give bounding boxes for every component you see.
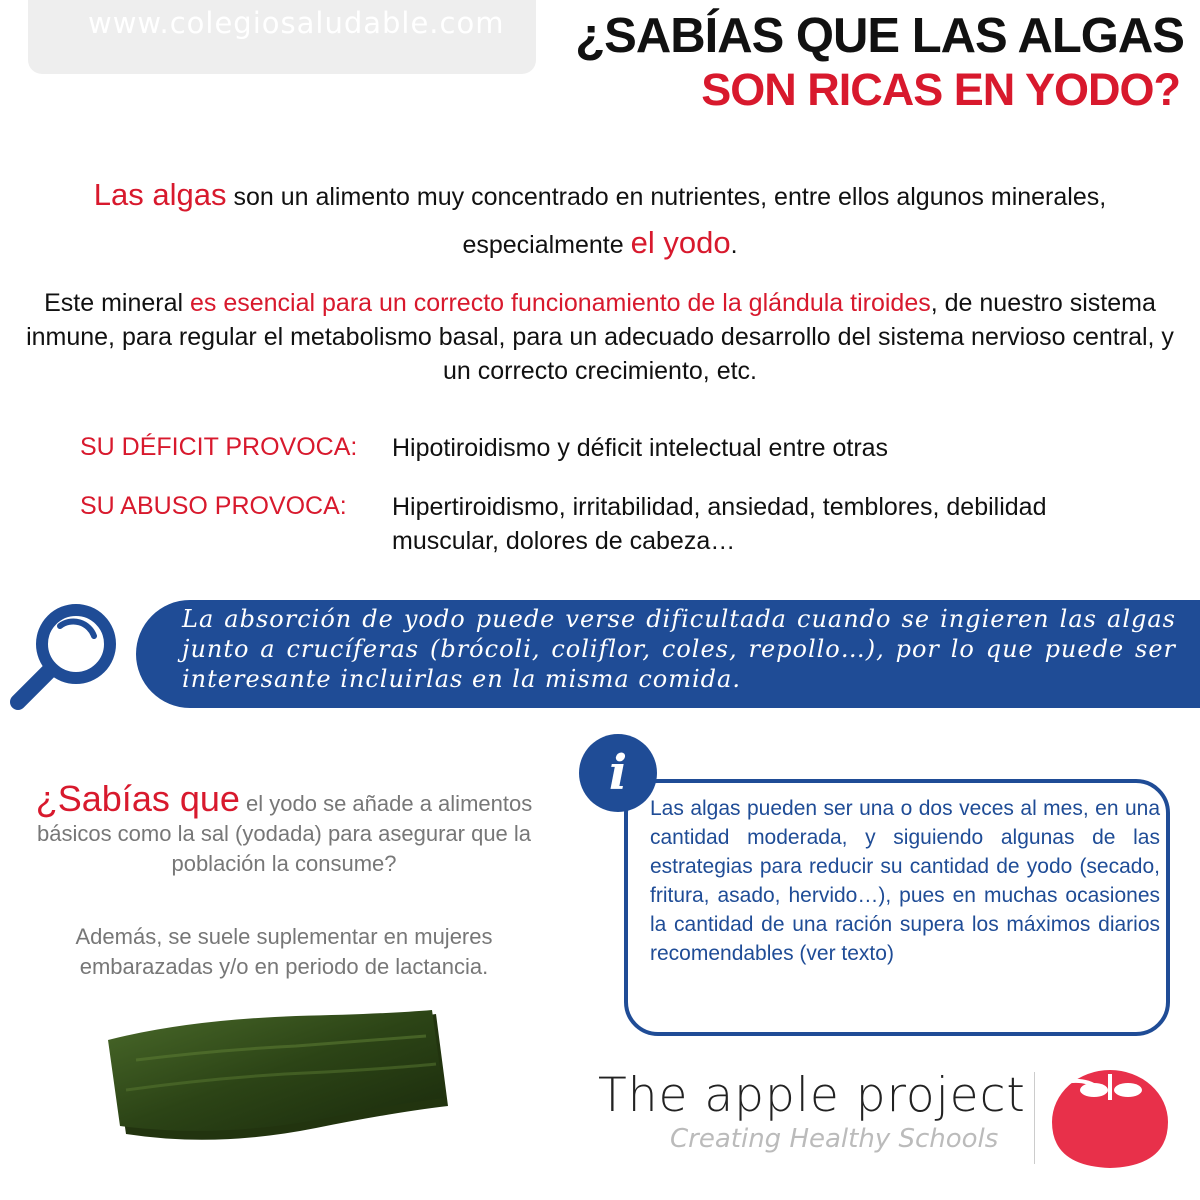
website-url[interactable]: www.colegiosaludable.com <box>88 6 505 40</box>
mineral-paragraph <box>10 286 1190 388</box>
mineral-text-end: , de nuestro sistema inmune, para regular el metabolismo basal, para un adecuado desarrollo del sistema nervioso central, y un correcto crecimiento, etc. <box>26 289 1174 385</box>
seaweed-image <box>96 1010 456 1160</box>
apple-logo-icon <box>1046 1062 1174 1170</box>
url-banner <box>28 0 536 74</box>
abuse-text: Hipertiroidismo, irritabilidad, ansiedad, temblores, debilidad muscular, dolores de cabeza… <box>392 493 1047 555</box>
brand-tagline: Creating Healthy Schools <box>670 1124 999 1154</box>
brand-name: The apple project <box>598 1068 1026 1123</box>
brand-divider <box>1034 1072 1035 1164</box>
intro-text: son un alimento muy concentrado en nutrientes, entre ellos algunos minerales, especialmente <box>226 183 1107 259</box>
did-you-know-paragraph <box>6 778 562 879</box>
abuse-label: SU ABUSO PROVOCA: <box>80 492 347 520</box>
info-icon: i <box>579 734 657 812</box>
title-line-1: ¿SABÍAS QUE LAS ALGAS <box>575 9 1184 63</box>
intro-highlight-algas: Las algas <box>93 177 227 212</box>
deficit-label: SU DÉFICIT PROVOCA: <box>80 433 358 461</box>
intro-paragraph <box>20 172 1180 268</box>
mineral-highlight: es esencial para un correcto funcionamiento de la glándula tiroides <box>190 289 931 317</box>
intro-highlight-yodo: el yodo <box>630 225 731 260</box>
info-text: Las algas pueden ser una o dos veces al mes, en una cantidad moderada, y siguiendo algunas de las estrategias para reducir su cantidad de yodo (secado, fritura, asado, hervido…), pues en muchas ocasiones la cantidad de una ración supera los máximos diarios recomendables (ver texto) <box>650 797 1160 965</box>
did-you-know-highlight: ¿Sabías que <box>35 778 240 819</box>
mineral-text-start: Este mineral <box>44 289 190 317</box>
did-you-know-text: el yodo se añade a alimentos básicos como la sal (yodada) para asegurar que la población la consume? <box>36 791 533 876</box>
tip-text: La absorción de yodo puede verse dificultada cuando se ingieren las algas junto a crucíferas (brócoli, coliflor, coles, repollo…), por lo que puede ser interesante incluirlas en la misma comida. <box>182 605 1176 693</box>
title-line-2: SON RICAS EN YODO? <box>701 64 1180 115</box>
intro-end: . <box>730 231 738 259</box>
supplement-paragraph: Además, se suele suplementar en mujeres embarazadas y/o en periodo de lactancia. <box>75 924 493 979</box>
deficit-text: Hipotiroidismo y déficit intelectual entre otras <box>392 434 889 462</box>
magnifier-icon <box>4 596 124 716</box>
